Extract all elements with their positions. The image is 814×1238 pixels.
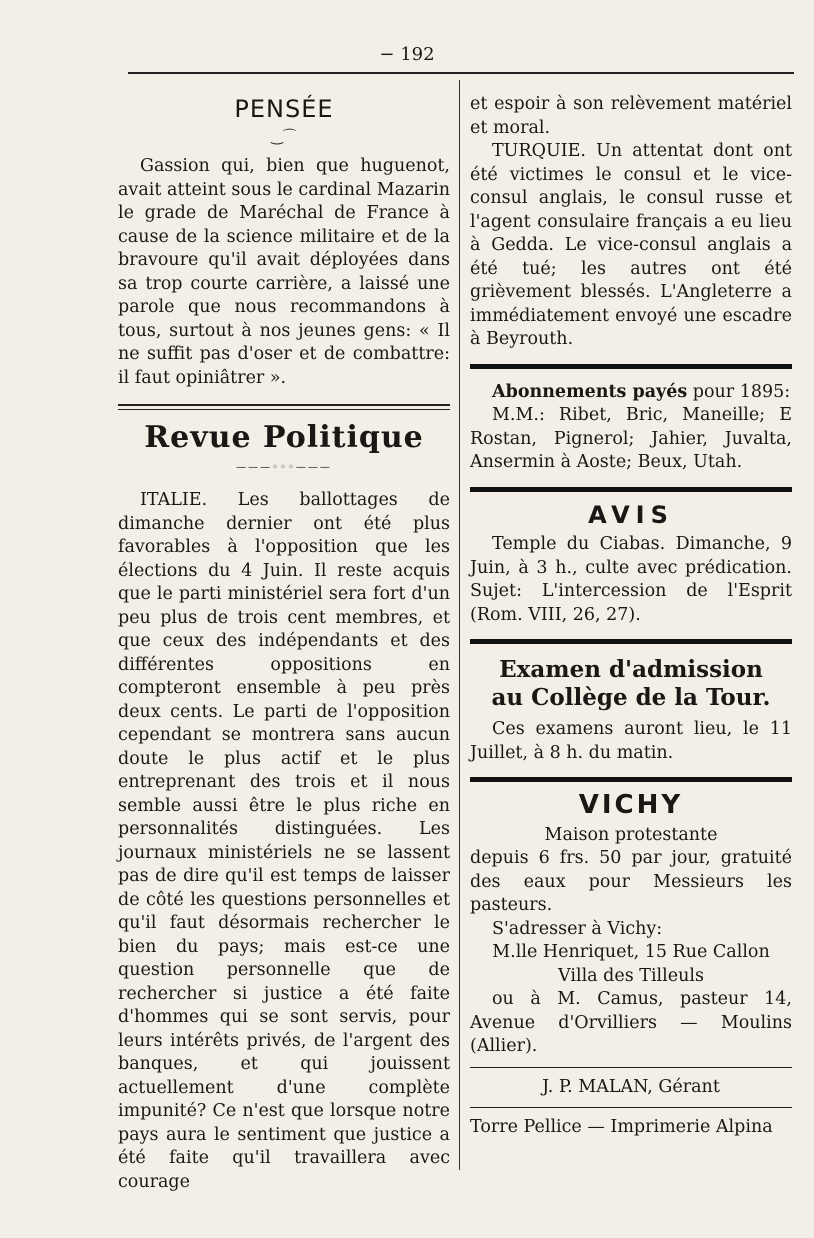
vichy-contact-line: ou à M. Camus, pasteur 14, Avenue d'Orvilliers — Moulins (Allier). [470, 989, 792, 1056]
pensee-ornament: ‿⌒ [271, 128, 297, 145]
vichy-subtitle: Maison protestante [544, 824, 718, 845]
page-number: − 192 [379, 44, 435, 65]
section-divider [470, 777, 792, 782]
column-divider [459, 80, 460, 1170]
section-divider [118, 404, 450, 410]
right-column [470, 93, 792, 1140]
turquie-paragraph: TURQUIE. Un attentat dont ont été victimes le consul et le vice-consul anglais, le consul russe et l'agent consulaire français a eu lieu à Gedda. Le vice-consul anglais a été tué; les autres ont été grièvement blessés. L'Angleterre a immédiatement envoyé une escadre à Beyrouth. [470, 141, 792, 349]
italie-paragraph: ITALIE. Les ballottages de dimanche dernier ont été plus favorables à l'opposition que les élections du 4 Juin. Il reste acquis que le parti ministériel sera fort d'un peu plus de trois cent membres, et que ceux des indépendants et des différentes oppositions en compteront ensemble à peu près deux cents. Le parti de l'opposition cependant se montrera sans aucun doute le plus actif et le plus entreprenant des trois et il nous semble aussi être le plus riche en personnalités distinguées. Les journaux ministériels ne se lassent pas de dire qu'il est temps de laisser de côté les questions personnelles et qu'il faut désormais rechercher le bien du pays; mais est-ce une question personnelle que de rechercher si justice a été faite d'hommes qui se sont servis, pour leurs intérêts privés, de l'argent des banques, et qui jouissent actuellement d'une complète impunité? Ce n'est que lorsque notre pays aura le sentiment que justice a été faite qu'il travaillera avec courage [118, 490, 450, 1192]
section-divider [470, 639, 792, 644]
abonnements-rest: pour 1895: [687, 381, 791, 402]
continuation-text: et espoir à son relèvement matériel et moral. [470, 94, 792, 138]
section-divider [470, 1107, 792, 1108]
vichy-contact-line: M.lle Henriquet, 15 Rue Callon [492, 942, 770, 962]
vichy-contact-line: Villa des Tilleuls [558, 965, 704, 986]
avis-title: AVIS [588, 500, 674, 529]
imprimerie-line: Torre Pellice — Imprimerie Alpina [470, 1117, 773, 1137]
abonnements-lead: Abonnements payés [492, 381, 688, 402]
examen-title-line1: Examen d'admission [499, 656, 763, 683]
section-divider [470, 364, 792, 369]
gerant-line: J. P. MALAN, Gérant [542, 1076, 720, 1097]
examen-text: Ces examens auront lieu, le 11 Juillet, à 8 h. du matin. [470, 719, 792, 763]
revue-title: Revue Politique [144, 420, 424, 455]
header-rule [128, 72, 794, 74]
examen-title-line2: au Collège de la Tour. [491, 684, 771, 711]
pensee-title: PENSÉE [234, 95, 334, 123]
pensee-text: Gassion qui, bien que huguenot, avait atteint sous le cardinal Mazarin le grade de Maréchal de France à cause de la science militaire et de la bravoure qu'il avait déployées dans sa trop courte carrière, a laissé une parole que nous recommandons à tous, surtout à nos jeunes gens: « Il ne suffit pas d'oser et de combattre: il faut opiniâtrer ». [118, 156, 450, 388]
vichy-title: VICHY [578, 790, 684, 820]
abonnements-names: M.M.: Ribet, Bric, Maneille; E Rostan, Pignerol; Jahier, Juvalta, Ansermin à Aoste; Beux, Utah. [470, 405, 792, 472]
revue-ornament: ———◦◦◦——— [236, 461, 332, 473]
examen-title [470, 656, 792, 712]
section-divider [470, 487, 792, 492]
left-column [118, 95, 450, 1194]
vichy-contact-label: S'adresser à Vichy: [492, 918, 663, 939]
vichy-text: depuis 6 frs. 50 par jour, gratuité des eaux pour Messieurs les pasteurs. [470, 848, 792, 915]
abonnements-heading [470, 381, 792, 405]
avis-text: Temple du Ciabas. Dimanche, 9 Juin, à 3 h., culte avec prédication. Sujet: L'intercession de l'Esprit (Rom. VIII, 26, 27). [470, 534, 792, 625]
section-divider [470, 1067, 792, 1068]
